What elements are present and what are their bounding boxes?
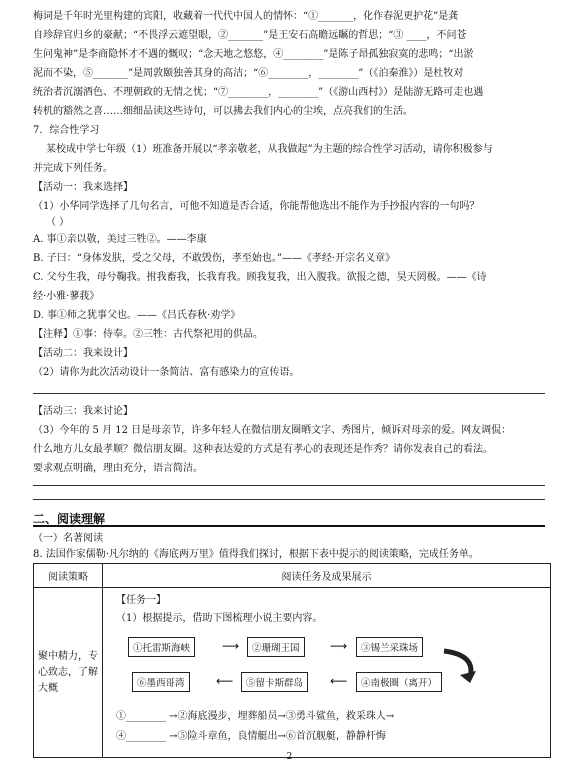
subsection-title: （一）名著阅读 [33,533,103,544]
option-c: C. 父兮生我，母兮鞠我。拊我畜我，长我育我。顾我复我，出入腹我。欲报之德，昊天罔极。——《诗 [33,272,487,283]
section-title: 二、阅读理解 [33,512,106,526]
activity-three-question-cont: 什么地方儿女最孝顺？微信朋友圈。这种表达爱的方式是有孝心的表现还是作秀？请你发表自己的看法。 [33,444,493,455]
flow-box-2: ②珊瑚王国 [247,637,305,657]
answer-line[interactable] [33,485,545,486]
activity-three-requirement: 要求观点明确，理由充分，语言简洁。 [33,463,203,474]
answer-line[interactable] [33,393,545,394]
q7-intro-cont: 并完成下列任务。 [33,163,113,174]
poem-line: 自珍辞官归乡的豪献；“不畏浮云遮望眼，②_______”是王安石高瞻远瞩的哲思；“③ ____，不问苍 [33,30,467,41]
task-question: （1）根据提示，借助下图梳理小说主要内容。 [116,613,323,624]
flow-box-1: ①托雷斯海峡 [128,637,195,657]
option-c-cont: 经·小雅·蓼莪》 [33,291,100,302]
annotation: 【注释】①事：侍奉。②三牲：古代祭祀用的供品。 [33,329,263,340]
table-header-strategy: 阅读策略 [34,564,103,588]
activity-one-heading: 【活动一：我来选择】 [33,182,133,193]
flow-box-6: ⑥墨西哥湾 [132,672,190,692]
section-divider [33,525,545,527]
activity-one-question: （1）小华同学选择了几句名言，可他不知道是否合适，你能帮他选出不能作为手抄报内容的一句吗？ [33,201,480,212]
activity-two-heading: 【活动二：我来设计】 [33,348,133,359]
flow-box-4: ④南极圈（离开） [356,672,442,692]
strategy-text: 聚中精力，专心致志，了解大概 [38,650,98,694]
task-label: 【任务一】 [116,595,166,606]
answer-line[interactable] [33,499,545,500]
poem-line: 泥而不染，⑤_______”是周敦颐独善其身的高洁；“⑥________，________”（《泊秦淮》）是杜牧对 [33,68,464,79]
flow-box-3: ③锡兰采珠场 [356,637,423,657]
option-b: B. 子曰：“身体发肤，受之父母，不敢毁伤，孝至始也。”——《孝经·开宗名义章》 [33,253,396,264]
activity-two-question: （2）请你为此次活动设计一条简洁、富有感染力的宣传语。 [33,367,300,378]
answer-paren: （ ） [46,217,70,228]
activity-three-heading: 【活动三：我来讨论】 [33,406,133,417]
arrow-right-icon: ⟶ [330,639,348,653]
poem-line: 生问鬼神”是李商隐怀才不遇的慨叹；“念天地之悠悠，④________”是陈子昂孤独寂寞的悲鸣；“出淤 [33,49,474,60]
activity-three-question: （3）今年的 5 月 12 日是母亲节，许多年轻人在微信朋友圈晒文字、秀图片，倾诉对母亲的爱。网友调侃： [33,425,512,436]
arrow-right-icon: ⟶ [222,639,240,653]
curved-arrow-icon [440,645,480,685]
fill-line-2: ④________ →⑤险斗章鱼，良情艇出→⑥首沉舰艇，静静杆悔 [116,731,386,742]
q8-prompt: 8. 法国作家儒勒·凡尔纳的《海底两万里》值得我们探讨，根据下表中提示的阅读策略，完成任务单。 [33,549,479,560]
poem-line: 梅词是千年时光里构建的宾阳，收藏着一代代中国人的情怀：“①_______，化作春泥更护花”是龚 [33,11,459,22]
flow-box-5: ⑤留卡斯群岛 [241,672,308,692]
arrow-left-icon: ⟵ [330,674,348,688]
page-number: 2 [286,752,293,762]
fill-line-1: ①________ →②海底漫步，埋葬船员→③勇斗鲨鱼，救采珠人→ [116,711,395,722]
q7-intro: 某校成中学七年级（1）班准备开展以“孝亲敬老，从我做起”为主题的综合性学习活动，请你积极参与 [46,144,493,155]
option-d: D. 事①师之犹事父也。——《吕氏春秋·劝学》 [33,310,241,321]
poem-line: 转机的豁然之喜……细细品读这些诗句，可以拂去我们内心的尘埃，点亮我们的生活。 [33,106,413,117]
strategy-cell [34,588,103,758]
arrow-left-icon: ⟵ [216,674,234,688]
poem-line: 统治者沉溺酒色、不理朝政的无情之忧；“⑦________，________”（《游山西村》）是陆游无路可走也遇 [33,87,484,98]
option-a: A. 事①亲以敬，美过三牲②。——李康 [33,234,207,245]
q7-title: 7．综合性学习 [33,125,100,136]
table-header-task: 阅读任务及成果展示 [103,564,551,588]
